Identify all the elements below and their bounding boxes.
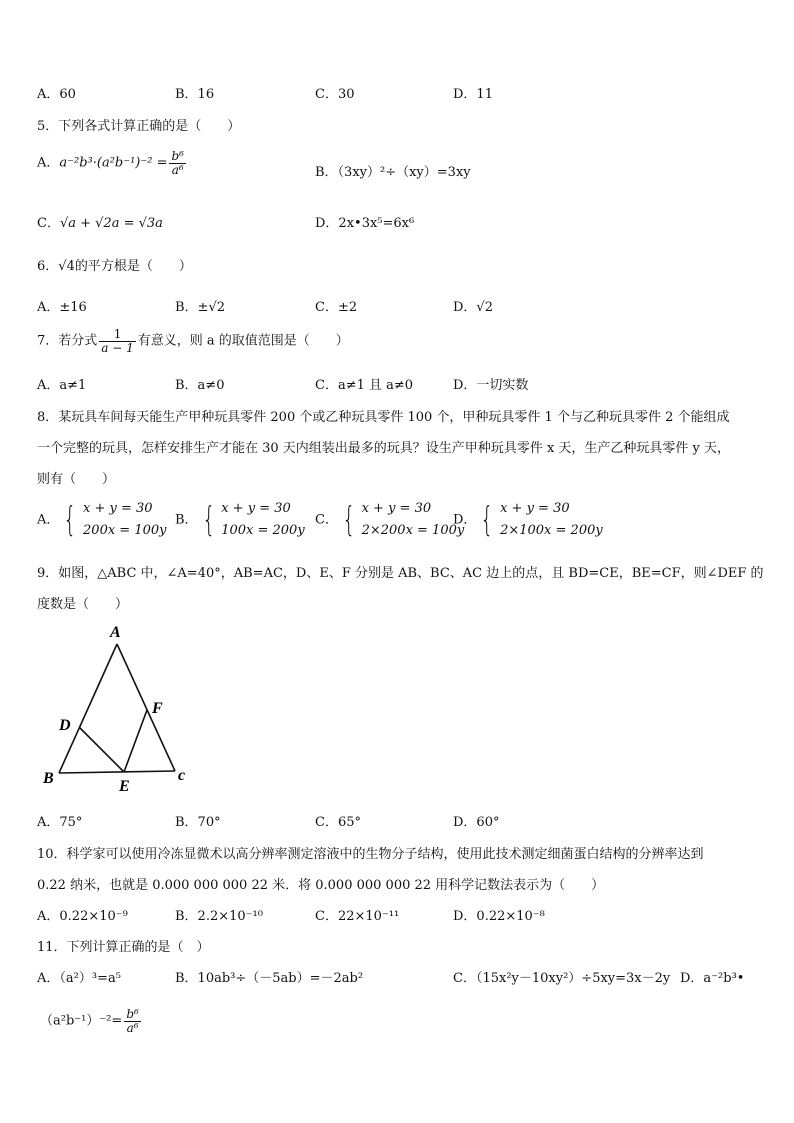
q10-option-c: C．22×10⁻¹¹ [315,909,400,924]
q7-option-a: A．a≠1 [37,378,87,393]
brace-icon: { [63,500,77,540]
q11-stem: 11．下列计算正确的是（ ） [37,940,210,955]
q6-option-b: B．±√2 [175,300,226,315]
q11-option-c: C．（15x²y－10xy²）÷5xy=3x－2y [453,971,671,986]
q4-option-a: A．60 [37,87,76,102]
q8-stem-line-3: 则有（ ） [37,472,116,487]
q6-stem: 6．√4的平方根是（ ） [37,259,192,274]
q9-option-c: C．65° [315,815,361,830]
q9-stem-line-1: 9．如图，△ABC 中，∠A=40°，AB=AC，D、E、F 分别是 AB、BC、AC 边上的点，且 BD=CE，BE=CF，则∠DEF 的 [37,566,764,581]
brace-icon: { [201,500,215,540]
segment-ab [59,644,117,773]
q11-option-b: B．10ab³÷（－5ab）=－2ab² [175,971,364,986]
q8-option-a: A． { x + y = 30 200x = 100y [37,500,167,540]
label-c: c [178,767,186,784]
q7-option-c: C．a≠1 且 a≠0 [315,378,414,393]
q10-option-d: D．0.22×10⁻⁸ [453,909,545,924]
q4-option-d: D．11 [453,87,493,102]
segment-bc [59,771,175,773]
q11-option-a: A．（a²）³=a⁵ [37,971,121,986]
q5-option-a: A．a⁻²b³·(a²b⁻¹)⁻² = $\frac{\text{b⁶}}{\text{a⁶}}$ [37,149,184,177]
q6-radical: √4 [58,259,75,274]
q7-fraction: $\frac{1}{a - 1}$ [101,327,134,355]
q4-option-b: B．16 [175,87,215,102]
segment-ac [117,644,175,771]
label-f: F [152,700,163,717]
q9-stem-line-2: 度数是（ ） [37,597,129,612]
q10-stem-line-1: 10．科学家可以使用冷冻显微术以高分辨率测定溶液中的生物分子结构，使用此技术测定细菌蛋白结构的分辨率达到 [37,847,704,862]
q7-option-d: D．一切实数 [453,378,529,393]
q5-a-fraction: $\frac{\text{b⁶}}{\text{a⁶}}$ [171,149,184,177]
q6-option-c: C．±2 [315,300,358,315]
q5-stem: 5．下列各式计算正确的是（ ） [37,119,241,134]
q11-option-d: D．a⁻²b³• [680,971,745,986]
q9-option-d: D．60° [453,815,500,830]
triangle-figure [35,620,205,798]
brace-icon: { [480,500,494,540]
q10-stem-line-2: 0.22 纳米，也就是 0.000 000 000 22 米．将 0.000 000 000 22 用科学记数法表示为（ ） [37,878,605,893]
brace-icon: { [342,500,356,540]
q8-stem-line-1: 8．某玩具车间每天能生产甲种玩具零件 200 个或乙种玩具零件 100 个，甲种玩具零件 1 个与乙种玩具零件 2 个能组成 [37,410,730,425]
q7-option-b: B．a≠0 [175,378,225,393]
q4-option-c: C．30 [315,87,355,102]
q8-option-c: C． { x + y = 30 2×200x = 100y [315,500,465,540]
q6-option-a: A．±16 [37,300,87,315]
label-b: B [43,770,54,787]
segment-ef [124,710,147,772]
label-e: E [119,778,130,795]
q10-option-b: B．2.2×10⁻¹⁰ [175,909,263,924]
q5-option-d: D．2x•3x⁵=6x⁶ [315,216,415,231]
q6-option-d: D．√2 [453,300,493,315]
label-a: A [110,624,121,641]
q5-option-c: C．√a + √2a = √3a [37,216,163,231]
q7-stem: 7．若分式 $\frac{1}{a - 1}$ 有意义，则 a 的取值范围是（ ） [37,327,349,355]
q8-stem-line-2: 一个完整的玩具，怎样安排生产才能在 30 天内组装出最多的玩具？设生产甲种玩具零件 x 天，生产乙种玩具零件 y 天， [37,441,731,456]
segment-de [79,727,124,772]
q8-option-b: B． { x + y = 30 100x = 200y [175,500,305,540]
label-d: D [59,717,71,734]
q5-option-b: B．（3xy）²÷（xy）=3xy [315,165,471,180]
q9-option-a: A．75° [37,815,83,830]
q11-d-fraction: $\frac{\text{b⁶}}{\text{a⁶}}$ [126,1007,139,1035]
q9-option-b: B．70° [175,815,221,830]
q8-option-d: D． { x + y = 30 2×100x = 200y [453,500,603,540]
q11-option-d-continued: （a²b⁻¹）⁻²= $\frac{\text{b⁶}}{\text{a⁶}}$ [40,1007,139,1035]
q10-option-a: A．0.22×10⁻⁹ [37,909,128,924]
